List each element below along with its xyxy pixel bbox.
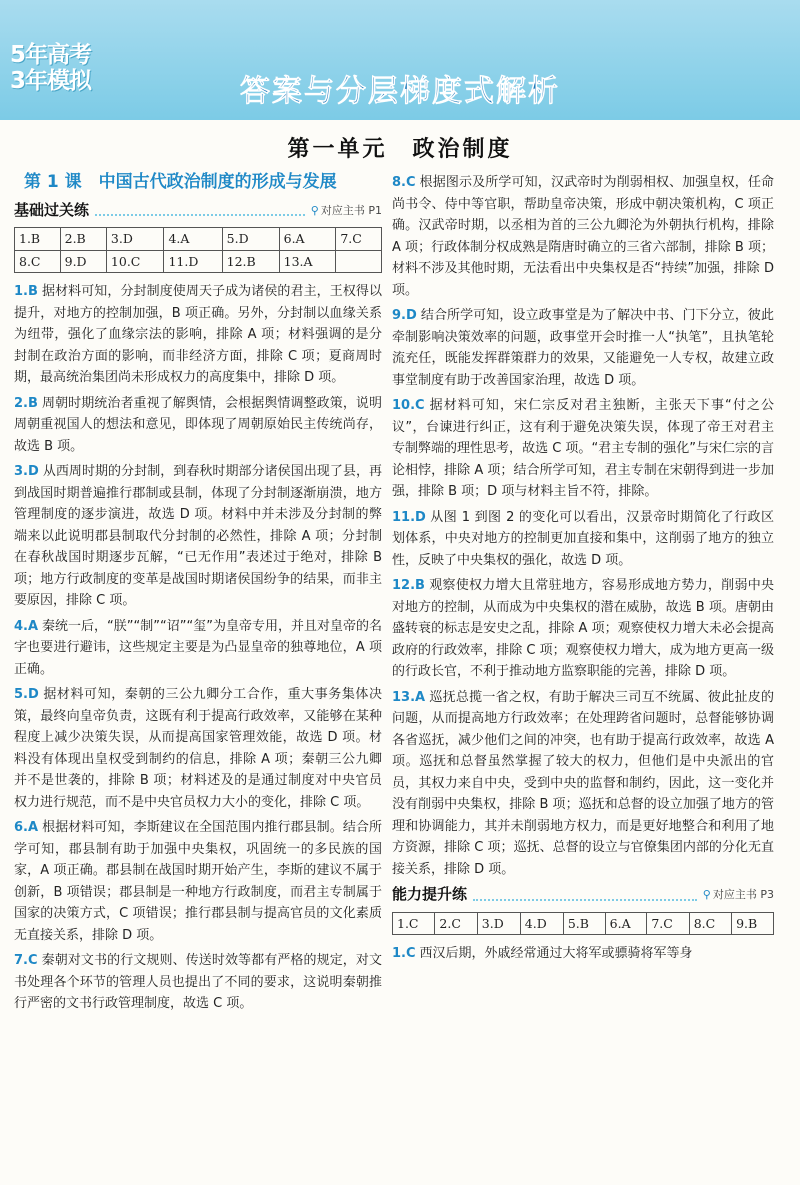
answer-item [392,687,774,881]
lesson-title: 第 1 课 中国古代政治制度的形成与发展 [24,172,337,192]
item-number: 1.B [14,284,38,299]
item-text: 结合所学可知，设立政事堂是为了解决中书、门下分立，彼此牵制影响决策效率的问题，政事堂开会时推一人“执笔”，且执笔轮流充任，既能发挥群策群力的效果，又能避免一人专权，故建立政事堂制度有助于改善国家治理，故选 D 项。 [392,308,774,388]
answer-cell: 1.B [15,228,61,251]
header-banner [0,0,800,120]
basic-section-title: 基础过关练 [14,200,90,219]
advanced-section-header [392,884,774,906]
answer-cell: 4.A [164,228,222,251]
answer-cell: 2.C [435,912,477,935]
answer-item [392,172,774,301]
answer-cell: 8.C [689,912,731,935]
search-icon: ⚲ [702,888,711,901]
brand-line-1: 5年高考 [10,42,92,68]
dotted-divider [95,204,305,216]
answer-cell: 12.B [222,250,279,273]
dotted-divider [473,889,697,901]
answer-cell: 5.B [563,912,605,935]
item-number: 10.C [392,398,425,413]
item-text: 周朝时期统治者重视了解舆情，会根据舆情调整政策，说明周朝重视国人的想法和意见，即体现了周朝原始民主传统尚存，故选 B 项。 [14,395,382,454]
answer-cell: 8.C [15,250,61,273]
answer-cell: 6.A [605,912,647,935]
answer-row [15,250,382,273]
answer-cell: 9.D [60,250,106,273]
item-number: 3.D [14,464,39,479]
answer-cell: 3.D [106,228,164,251]
item-number: 7.C [14,953,38,968]
item-number: 4.A [14,618,39,634]
advanced-ref-text: 对应主书 P3 [712,888,774,901]
item-text: 从西周时期的分封制，到春秋时期部分诸侯国出现了县，再到战国时期普遍推行郡制或县制，体现了分封制逐渐崩溃，地方管理制度的逐步演进，故选 D 项。材料中并未涉及分封制的弊端来以此说明郡县制取代分封制的必然性，排除 A 项；分封制在春秋战国时期逐步瓦解，“已无作用”表述过于绝对，排除 B 项；地方行政制度的变革是战国时期诸侯国纷争的结果，而非主要原因，排除 C 项。 [14,464,382,608]
advanced-ref [703,884,774,906]
item-text: 秦朝对文书的行文规则、传送时效等都有严格的规定，对文书处理各个环节的管理人员也提出了不同的要求，这说明秦朝推行严密的文书行政管理制度，故选 C 项。 [14,953,382,1011]
answer-item [392,507,774,572]
answer-item [392,575,774,683]
answer-cell: 3.D [477,912,520,935]
answer-cell [336,250,382,273]
item-number: 8.C [392,175,416,190]
answer-item [392,395,774,503]
item-number: 12.B [392,578,425,593]
answer-item [14,281,382,389]
answer-cell: 7.C [336,228,382,251]
item-number: 13.A [392,689,426,705]
answer-item [14,684,382,813]
item-text: 据材料可知，分封制度使周天子成为诸侯的君主，王权得以提升，对地方的控制加强，B 项正确。另外，分封制以血缘关系为纽带，强化了血缘宗法的影响，排除 A 项；材料强调的是分封制在政治方面的影响，而非经济方面，排除 C 项；夏商周时期，最高统治集团尚未形成权力的高度集中，排除 D 项。 [14,284,382,385]
answer-item [14,817,382,946]
answer-item [14,393,382,458]
item-text: 观察使权力增大且常驻地方，容易形成地方势力，削弱中央对地方的控制，从而成为中央集权的潜在威胁，故选 B 项。唐朝由盛转衰的标志是安史之乱，排除 A 项；观察使权力增大未必会提高政府的行政效率，排除 C 项；观察使权力增大，成为地方更高一级的行政长官，不利于推动地方监察职能的完善，排除 D 项。 [392,578,774,679]
item-number: 6.A [14,820,39,835]
answer-cell: 6.A [279,228,336,251]
answer-item [14,616,382,681]
answer-cell: 4.D [520,912,563,935]
basic-ref [311,200,382,222]
answer-item [392,943,774,965]
item-text: 根据图示及所学可知，汉武帝时为削弱相权、加强皇权，任命尚书令、侍中等官职，帮助皇帝决策，形成中朝决策机构，C 项正确。汉武帝时期，以丞相为首的三公九卿沦为外朝执行机构，排除 A 项；行政体制分权成熟是隋唐时确立的三省六部制，排除 B 项；材料不涉及其他时期，无法看出中央集权是否“持续”加强，排除 D 项。 [392,175,774,298]
answer-cell: 10.C [106,250,164,273]
answer-item [14,950,382,1015]
item-text: 从图 1 到图 2 的变化可以看出，汉景帝时期简化了行政区划体系，中央对地方的控制更加直接和集中，这削弱了地方的独立性，反映了中央集权的强化，故选 D 项。 [392,509,774,568]
answer-cell: 1.C [393,912,435,935]
item-number: 2.B [14,395,38,411]
brand-line-2: 3年模拟 [10,68,92,94]
basic-section-header [14,200,382,222]
item-number: 1.C [392,946,416,961]
answer-item [392,305,774,391]
advanced-answer-table [392,912,774,936]
answer-cell: 2.B [60,228,106,251]
item-text: 根据材料可知，李斯建议在全国范围内推行郡县制。结合所学可知，郡县制有助于加强中央集权，巩固统一的多民族的国家，A 项正确。郡县制在战国时期开始产生，李斯的建议不属于创新，B 项错误；郡县制是一种地方行政制度，而君主专制属于国家的决策方式，C 项错误；推行郡县制与提高官员的文化素质无直接关系，排除 D 项。 [14,820,382,943]
unit-title: 第一单元 政治制度 [287,137,513,162]
item-text: 巡抚总揽一省之权，有助于解决三司互不统属、彼此扯皮的问题，从而提高地方行政效率；在处理跨省问题时，总督能够协调各省巡抚，减少他们之间的冲突，也有助于提高行政效率，故选 A 项。巡抚和总督虽然掌握了较大的权力，但他们是中央派出的官员，其权力来自中央，受到中央的监督和制约，因此，这一变化并没有削弱中央集权，排除 B 项；巡抚和总督的设立加强了地方的管理和协调能力，其并未削弱地方权力，而是更好地整合和利用了地方资源，排除 C 项；巡抚、总督的设立与官僚集团内部的分化无直接关系，排除 D 项。 [392,689,774,877]
answer-cell: 9.B [732,912,774,935]
answer-row [15,228,382,251]
basic-ref-text: 对应主书 P1 [320,203,382,217]
advanced-section-title: 能力提升练 [392,885,468,903]
item-text: 据材料可知，宋仁宗反对君主独断，主张天下事“付之公议”，台谏进行纠正，这有利于避免决策失误，体现了帝王对君主专制弊端的理性思考，故选 C 项。“君主专制的强化”与宋仁宗的言论相悖，排除 A 项；结合所学可知，君主专制在宋朝得到进一步加强，排除 B 项；D 项与材料主旨不符，排除。 [392,398,774,499]
banner-title: 答案与分层梯度式解析 [240,74,560,109]
item-number: 11.D [392,509,426,525]
item-number: 9.D [392,308,417,323]
item-number: 5.D [14,687,39,702]
search-icon: ⚲ [310,203,319,217]
item-text: 秦统一后，“朕”“制”“诏”“玺”为皇帝专用，并且对皇帝的名字也要进行避讳，这些规定主要是为凸显皇帝的独尊地位，A 项正确。 [14,618,382,677]
answer-row [393,912,774,935]
answer-cell: 7.C [647,912,689,935]
right-column [392,172,774,969]
answer-cell: 11.D [164,250,222,273]
item-text: 据材料可知，秦朝的三公九卿分工合作，重大事务集体决策，最终向皇帝负责，这既有利于提高行政效率，又能够在某种程度上减少决策失误，从而提高国家管理效能，故选 D 项。材料没有体现出皇权受到制约的信息，排除 A 项；秦朝三公九卿并不是世袭的，排除 B 项；材料述及的是通过制度对中央官员权力进行规范，而不是中央官员权力大小的变化，排除 C 项。 [14,687,382,810]
answer-cell: 5.D [222,228,279,251]
left-column [14,172,382,1019]
item-text: 西汉后期，外戚经常通过大将军或骠骑将军等身 [419,946,693,961]
basic-answer-table [14,227,382,273]
answer-item [14,461,382,612]
answer-cell: 13.A [279,250,336,273]
